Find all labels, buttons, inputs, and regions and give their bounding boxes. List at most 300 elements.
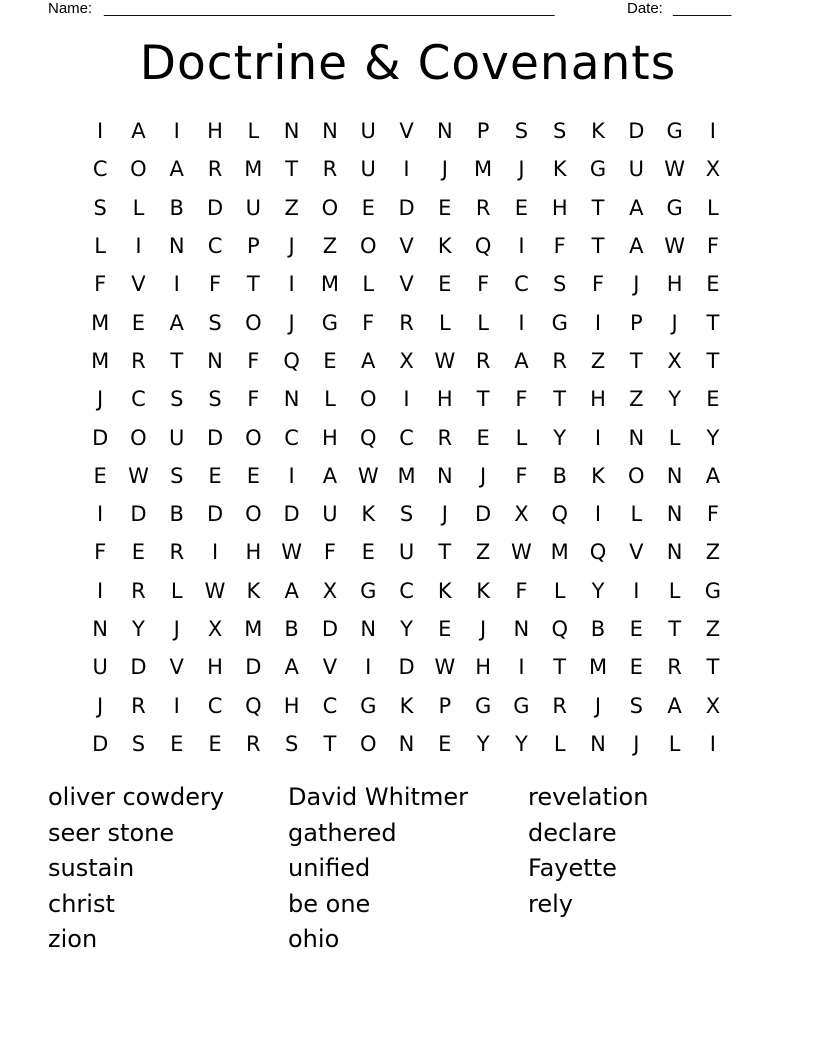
grid-letter: K [437,234,452,259]
grid-letter: T [706,310,720,335]
grid-letter: V [131,272,146,297]
grid-letter: S [208,310,222,335]
grid-letter: Z [705,617,721,641]
grid-letter: T [285,157,299,182]
grid-letter: Y [668,387,682,412]
grid-letter: E [629,617,643,641]
grid-letter: E [93,463,107,488]
grid-letter: L [170,578,183,603]
grid-letter: W [664,157,685,182]
grid-letter: R [475,195,491,220]
grid-letter: T [629,348,643,373]
grid-letter: V [629,540,644,565]
grid-letter: L [477,310,489,335]
grid-letter: G [589,157,607,182]
grid-letter: I [365,655,372,680]
grid-letter: M [91,310,110,335]
word-list-item: declare [528,818,617,847]
grid-letter: S [629,693,643,718]
grid-letter: N [628,425,645,450]
grid-letter: R [322,157,338,182]
grid-letter: L [707,195,719,220]
grid-letter: U [360,119,376,144]
grid-letter: L [553,578,566,603]
grid-letter: Q [589,540,607,565]
grid-letter: O [321,195,339,220]
grid-letter: D [398,195,415,220]
date-line: _______ [673,0,732,17]
grid-letter: G [666,195,683,220]
grid-letter: I [518,310,525,335]
grid-letter: S [553,119,567,144]
grid-letter: N [92,617,108,641]
grid-letter: A [514,348,529,373]
grid-letter: N [283,119,300,144]
grid-letter: D [245,655,262,680]
grid-letter: J [441,502,448,527]
grid-letter: F [553,234,566,259]
grid-letter: P [247,234,260,259]
grid-letter: L [132,195,145,220]
grid-letter: I [211,540,219,565]
grid-letter: E [476,425,490,450]
grid-letter: A [284,578,299,603]
grid-letter: I [709,119,716,144]
grid-letter: Y [400,617,413,641]
grid-letter: Q [551,502,568,527]
grid-letter: F [591,272,605,297]
grid-letter: A [169,157,184,182]
grid-letter: Q [474,234,492,259]
grid-letter: D [398,655,415,680]
grid-letter: J [288,310,295,335]
grid-letter: E [706,272,720,297]
grid-letter: M [244,157,263,182]
grid-letter: L [247,119,260,144]
grid-letter: E [246,463,260,488]
grid-letter: C [207,234,223,259]
grid-letter: C [399,578,414,603]
grid-letter: I [403,157,410,182]
grid-letter: R [131,578,146,603]
grid-letter: G [321,310,339,335]
grid-letter: A [629,195,644,220]
grid-letter: F [515,463,528,488]
grid-letter: A [667,693,682,718]
grid-letter: N [168,234,185,259]
grid-letter: J [173,617,180,641]
grid-letter: I [288,272,295,297]
grid-letter: K [591,463,605,488]
name-line: ______________________________________________________ [104,0,555,17]
grid-letter: K [399,693,414,718]
grid-letter: S [170,387,184,412]
word-list-item: christ [48,889,115,918]
word-list-item: oliver cowdery [48,783,225,811]
grid-letter: G [551,310,568,335]
grid-letter: P [476,119,490,144]
grid-letter: J [633,272,640,297]
grid-letter: U [245,195,262,220]
grid-letter: D [475,502,492,527]
grid-letter: B [169,195,184,220]
word-list-item: zion [48,925,98,954]
grid-letter: J [288,234,295,259]
grid-letter: W [357,463,379,488]
grid-letter: N [513,617,530,641]
grid-letter: E [438,617,452,641]
grid-letter: R [437,425,453,450]
grid-letter: I [97,502,104,527]
grid-letter: T [476,387,490,412]
grid-letter: W [128,463,149,488]
grid-letter: T [438,540,452,565]
grid-letter: E [208,463,222,488]
grid-letter: N [283,387,300,412]
grid-letter: G [474,693,492,718]
grid-letter: V [399,234,414,259]
grid-letter: E [131,540,146,565]
grid-letter: J [671,310,678,335]
grid-letter: U [628,157,644,182]
grid-letter: L [515,425,528,450]
grid-letter: I [288,463,295,488]
grid-letter: E [438,195,452,220]
grid-letter: H [436,387,453,412]
grid-letter: L [438,310,451,335]
grid-letter: N [436,119,453,144]
grid-letter: E [361,195,375,220]
grid-letter: V [169,655,184,680]
grid-letter: E [361,540,375,565]
grid-letter: Y [132,617,145,641]
grid-letter: J [441,157,448,182]
grid-letter: L [94,234,106,259]
word-list-item: David Whitmer [288,783,468,811]
grid-letter: E [131,310,146,335]
grid-letter: X [705,693,721,718]
grid-letter: F [362,310,375,335]
grid-letter: W [664,234,685,259]
grid-letter: R [552,693,567,718]
grid-letter: F [323,540,336,565]
grid-letter: N [322,119,338,144]
grid-letter: I [709,731,716,756]
grid-letter: H [207,119,223,144]
grid-letter: Z [705,540,721,565]
grid-letter: A [361,348,376,373]
grid-letter: C [399,425,414,450]
grid-letter: J [97,387,104,412]
grid-letter: O [359,387,377,412]
grid-letter: Z [475,540,491,565]
grid-letter: R [169,540,185,565]
name-label: Name: [48,0,93,17]
grid-letter: P [629,310,643,335]
grid-letter: T [591,234,605,259]
grid-letter: Y [476,731,490,756]
grid-letter: L [324,387,336,412]
grid-letter: S [399,502,414,527]
grid-letter: E [629,655,643,680]
grid-letter: D [321,617,339,641]
grid-letter: V [399,272,414,297]
grid-letter: N [666,463,683,488]
grid-letter: A [705,463,721,488]
grid-letter: H [322,425,338,450]
grid-letter: R [131,348,146,373]
grid-letter: I [518,655,525,680]
grid-letter: E [170,731,184,756]
grid-letter: T [323,731,337,756]
grid-letter: T [706,348,720,373]
grid-letter: K [476,578,490,603]
word-list-item: unified [288,854,371,883]
grid-letter: D [130,655,147,680]
grid-letter: I [518,234,525,259]
grid-letter: D [206,425,224,450]
grid-letter: D [206,195,224,220]
grid-letter: T [591,195,605,220]
grid-letter: L [362,272,375,297]
grid-letter: O [130,425,147,450]
grid-letter: S [93,195,107,220]
grid-letter: O [245,310,262,335]
grid-letter: I [403,387,410,412]
grid-letter: I [97,119,104,144]
grid-letter: L [668,578,681,603]
grid-letter: C [92,157,108,182]
grid-letter: S [131,731,146,756]
grid-letter: F [247,387,260,412]
grid-letter: C [207,693,223,718]
grid-letter: K [246,578,261,603]
grid-letter: Q [551,617,568,641]
grid-letter: X [705,157,721,182]
grid-letter: Y [553,425,567,450]
grid-letter: W [434,348,456,373]
grid-letter: I [173,693,180,718]
grid-letter: S [553,272,567,297]
grid-letter: O [359,234,377,259]
grid-letter: J [633,731,640,756]
grid-letter: K [361,502,376,527]
grid-letter: X [514,502,529,527]
grid-letter: C [131,387,146,412]
grid-letter: K [552,157,567,182]
grid-letter: M [91,348,110,373]
grid-letter: Q [359,425,377,450]
grid-letter: O [245,502,262,527]
grid-letter: E [323,348,337,373]
page-title: Doctrine & Covenants [139,36,677,91]
grid-letter: F [208,272,222,297]
grid-letter: J [480,617,487,641]
grid-letter: F [515,387,528,412]
word-list-item: sustain [48,854,135,883]
grid-letter: H [245,540,262,565]
grid-letter: T [246,272,260,297]
grid-letter: F [94,272,107,297]
grid-letter: B [169,502,184,527]
grid-letter: K [437,578,452,603]
date-label: Date: [627,0,663,17]
grid-letter: H [590,387,606,412]
grid-letter: I [97,578,104,603]
grid-letter: Q [283,348,300,373]
grid-letter: L [668,425,681,450]
grid-letter: J [480,463,487,488]
grid-letter: Q [245,693,262,718]
grid-letter: Z [284,195,299,220]
grid-letter: R [667,655,682,680]
grid-letter: S [514,119,529,144]
grid-letter: L [668,731,681,756]
grid-letter: D [130,502,147,527]
grid-letter: Z [322,234,338,259]
header [48,0,748,18]
grid-letter: T [553,387,567,412]
grid-letter: X [399,348,414,373]
grid-letter: A [629,234,644,259]
grid-letter: O [628,463,645,488]
grid-letter: F [706,502,719,527]
grid-letter: M [588,655,608,680]
grid-letter: U [360,157,376,182]
grid-letter: U [322,502,338,527]
grid-letter: W [204,578,226,603]
grid-letter: F [515,578,528,603]
grid-letter: G [666,119,683,144]
grid-letter: M [550,540,569,565]
grid-letter: S [208,387,222,412]
grid-letter: X [322,578,338,603]
grid-letter: M [474,157,493,182]
grid-letter: J [97,693,104,718]
grid-letter: C [322,693,338,718]
letter-grid [81,112,732,763]
grid-letter: D [92,425,109,450]
grid-letter: J [518,157,525,182]
grid-letter: E [438,272,452,297]
grid-letter: N [666,502,683,527]
grid-letter: M [397,463,416,488]
grid-letter: L [630,502,643,527]
word-list-item: revelation [528,783,649,811]
grid-letter: N [590,731,606,756]
grid-letter: I [173,119,180,144]
grid-letter: B [590,617,606,641]
grid-letter: S [284,731,299,756]
grid-letter: R [131,693,146,718]
grid-letter: V [399,119,414,144]
grid-letter: Z [629,387,644,412]
grid-letter: H [666,272,683,297]
grid-letter: G [360,693,377,718]
grid-letter: C [514,272,529,297]
grid-letter: Z [590,348,606,373]
grid-letter: I [633,578,640,603]
grid-letter: F [94,540,107,565]
grid-letter: H [283,693,300,718]
grid-letter: Y [706,425,720,450]
grid-letter: A [322,463,338,488]
word-list-item: seer stone [48,818,175,847]
grid-letter: E [514,195,529,220]
grid-letter: D [206,502,224,527]
grid-letter: F [477,272,490,297]
grid-letter: Y [515,731,528,756]
grid-letter: I [135,234,142,259]
grid-letter: E [438,731,452,756]
grid-letter: G [513,693,530,718]
grid-letter: R [399,310,414,335]
grid-letter: P [438,693,452,718]
grid-letter: M [244,617,263,641]
grid-letter: F [706,234,719,259]
grid-letter: N [360,617,377,641]
grid-letter: L [553,731,566,756]
word-list-item: Fayette [528,854,617,883]
grid-letter: V [322,655,338,680]
grid-letter: T [668,617,682,641]
grid-letter: R [207,157,223,182]
grid-letter: B [284,617,299,641]
grid-letter: O [130,157,147,182]
grid-letter: H [551,195,568,220]
word-list-item: gathered [288,818,397,847]
grid-letter: U [169,425,185,450]
grid-letter: S [170,463,184,488]
grid-letter: H [475,655,492,680]
word-list-item: ohio [288,925,340,954]
grid-letter: J [594,693,602,718]
grid-letter: R [475,348,491,373]
grid-letter: N [666,540,683,565]
grid-letter: O [359,731,377,756]
grid-letter: H [207,655,223,680]
grid-letter: R [246,731,261,756]
grid-letter: A [284,655,299,680]
grid-letter: G [360,578,377,603]
grid-letter: D [628,119,645,144]
grid-letter: O [245,425,262,450]
grid-letter: A [131,119,146,144]
grid-letter: U [398,540,415,565]
grid-letter: G [704,578,722,603]
grid-letter: A [169,310,184,335]
grid-letter: M [320,272,339,297]
grid-letter: T [170,348,184,373]
grid-letter: I [594,502,602,527]
grid-letter: W [281,540,303,565]
grid-letter: D [283,502,300,527]
grid-letter: X [667,348,682,373]
grid-letter: Y [591,578,605,603]
word-list-item: rely [528,889,573,918]
grid-letter: W [511,540,532,565]
grid-letter: F [247,348,260,373]
grid-letter: I [173,272,180,297]
word-list-item: be one [288,889,371,918]
grid-letter: W [434,655,456,680]
grid-letter: N [207,348,223,373]
grid-letter: U [92,655,108,680]
grid-letter: E [208,731,222,756]
grid-letter: N [436,463,453,488]
grid-letter: D [92,731,109,756]
grid-letter: T [706,655,720,680]
